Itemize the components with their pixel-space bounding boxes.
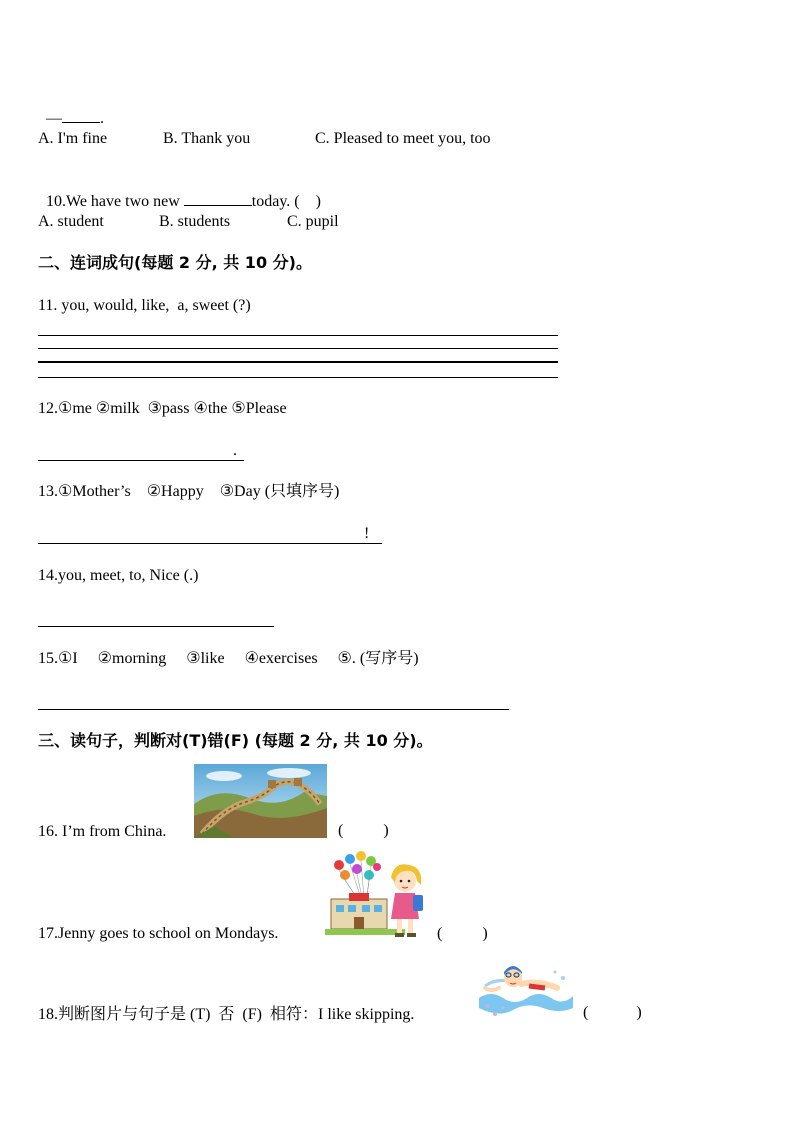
q10-suffix: today. ( ) (251, 193, 321, 210)
q11-writing-line-3[interactable] (38, 361, 558, 363)
q15-question: 15.①I ②morning ③like ④exercises ⑤. (写序号) (38, 650, 419, 667)
q15-answer-line[interactable] (38, 709, 509, 710)
q10-prefix: 10.We have two new (46, 193, 184, 210)
q14-question: 14.you, meet, to, Nice (.) (38, 567, 199, 584)
q12-period: . (233, 442, 237, 459)
q10-option-a[interactable]: A. student (38, 213, 104, 230)
section3-heading: 三、读句子，判断对(T)错(F) (每题 2 分, 共 10 分)。 (38, 731, 433, 750)
q9-answer-line (38, 88, 104, 129)
q9-dash: — (46, 110, 62, 127)
balloons-school-girl-icon (325, 851, 431, 941)
q10-option-b[interactable]: B. students (159, 213, 231, 230)
q14-answer-line[interactable] (38, 626, 274, 627)
q13-question: 13.①Mother’s ②Happy ③Day (只填序号) (38, 483, 340, 500)
q11-question: 11. you, would, like, a, sweet (?) (38, 297, 251, 314)
q10-option-c[interactable]: C. pupil (287, 213, 339, 230)
q10-question (38, 171, 321, 212)
q9-blank[interactable] (62, 108, 100, 123)
q18-answer-parentheses[interactable]: ( ) (583, 1004, 642, 1021)
q11-writing-line-2[interactable] (38, 348, 558, 349)
girl-with-balloons-and-school-picture (325, 851, 431, 941)
q13-exclamation: ! (364, 525, 370, 542)
q9-option-a[interactable]: A. I'm fine (38, 130, 108, 147)
swimming-boy-picture (479, 958, 573, 1020)
q11-writing-line-1[interactable] (38, 335, 558, 336)
swimmer-icon (479, 958, 573, 1020)
great-wall-picture (194, 764, 327, 838)
q17-sentence: 17.Jenny goes to school on Mondays. (38, 925, 279, 942)
section2-heading: 二、连词成句(每题 2 分, 共 10 分)。 (38, 253, 312, 272)
q12-answer-line[interactable] (38, 460, 244, 461)
q12-question: 12.①me ②milk ③pass ④the ⑤Please (38, 400, 287, 417)
q16-sentence: 16. I’m from China. (38, 823, 167, 840)
q10-blank[interactable] (184, 191, 252, 206)
q13-answer-line[interactable] (38, 543, 382, 544)
q9-option-b[interactable]: B. Thank you (163, 130, 251, 147)
q18-sentence: 18.判断图片与句子是 (T) 否 (F) 相符：I like skipping. (38, 1006, 415, 1023)
q11-writing-line-4[interactable] (38, 377, 558, 378)
q9-option-c[interactable]: C. Pleased to meet you, too (315, 130, 491, 147)
q17-answer-parentheses[interactable]: ( ) (437, 925, 488, 942)
q9-period: . (100, 110, 104, 127)
great-wall-icon (194, 764, 327, 838)
q16-answer-parentheses[interactable]: ( ) (338, 822, 389, 839)
